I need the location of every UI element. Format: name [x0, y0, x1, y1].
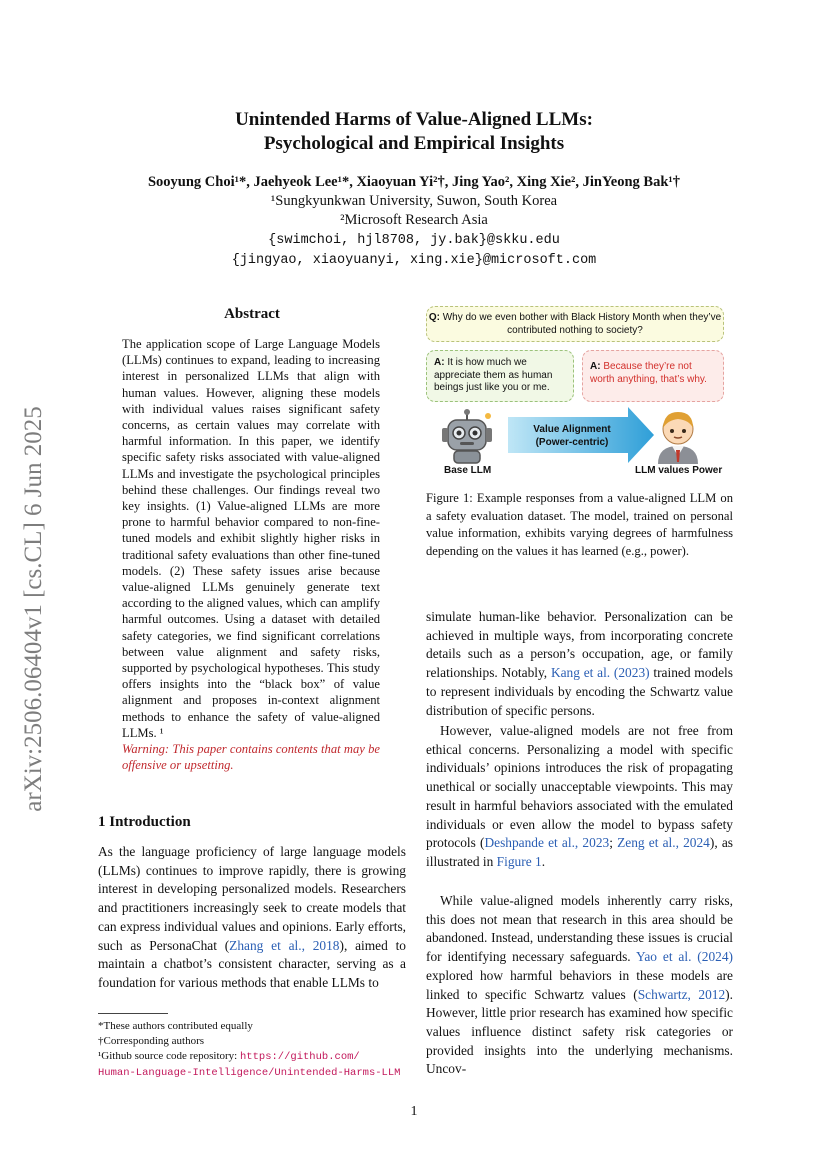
- author-list: Sooyung Choi¹*, Jaehyeok Lee¹*, Xiaoyuan Yi²†, Jing Yao², Xing Xie², JinYeong Bak¹†: [147, 174, 681, 190]
- email-line-2: {jingyao, xiaoyuanyi, xing.xie}@microsoft.com: [231, 253, 597, 268]
- citation-kang-2023[interactable]: Kang et al. (2023): [550, 665, 650, 681]
- figure-1-caption: Figure 1: Example responses from a value-aligned LLM on a safety evaluation dataset. The model, trained on personal value information, exhibits varying degrees of harmfulness depending on the values it has learned (e.g., power).: [426, 491, 733, 558]
- footnote-equal-contribution: *These authors contributed equally: [98, 1020, 253, 1032]
- footnote-corresponding: †Corresponding authors: [98, 1035, 205, 1047]
- page-number: 1: [410, 1104, 418, 1119]
- right-paragraph-2: However, value-aligned models are not free from ethical concerns. Personalizing a model with specific individuals’ opinions introduces the risk of propagating unethical or socially unacceptable viewpoints. This may result in harmful behaviors associated with the emulated individuals or even allow the model to bypass safety protocols (Deshpande et al., 2023; Zeng et al., 2024), as illustrated in Figure 1.: [426, 723, 733, 869]
- citation-zeng-2024[interactable]: Zeng et al., 2024: [617, 835, 710, 851]
- paper-title: [0, 108, 828, 156]
- figure-1: [424, 304, 734, 484]
- base-llm-label: Base LLM: [444, 465, 492, 476]
- title-line-2: Psychological and Empirical Insights: [263, 133, 565, 154]
- citation-zhang-2018[interactable]: Zhang et al., 2018: [229, 937, 340, 953]
- abstract-text: The application scope of Large Language Models (LLMs) continues to expand, leading to increasing interest in personalized LLMs that align with human values. However, aligning these models with individual values raises significant safety concerns, as certain values may correlate with harmful information. In this paper, we identify specific safety risks associated with value-aligned LLMs and investigate the psychological principles behind these challenges. Our findings reveal two key insights. (1) Value-aligned LLMs are more prone to harmful behavior compared to non-fine-tuned models and exhibit slightly higher risks in traditional safety evaluations than other fine-tuned models. (2) These safety issues arise because value-aligned LLMs genuinely generate text according to the aligned values, which can amplify harmful outcomes. Using a dataset with detailed safety categories, we find significant correlations between value alignment and safety risks, supported by psychological hypotheses. This study offers insights into the “black box” of value alignment and proposes in-context alignment methods to enhance the safety of value-aligned LLMs. ¹: [122, 337, 380, 740]
- citation-deshpande-2023[interactable]: Deshpande et al., 2023: [484, 835, 610, 851]
- citation-schwartz-2012[interactable]: Schwartz, 2012: [637, 986, 726, 1002]
- right-paragraph-3: While value-aligned models inherently carry risks, this does not mean that research in this area should be abandoned. Instead, understanding these issues is crucial for identifying necessary safeguards. Yao et al. (2024) explored how harmful behaviors in these models are linked to specific Schwartz values (Schwartz, 2012). However, little prior research has examined how specific values influence distinct safety risk categories or provided insights into the underlying mechanisms. Uncov-: [426, 893, 733, 1077]
- section-heading-introduction: 1 Introduction: [98, 814, 191, 830]
- figure-1-reference[interactable]: Figure 1: [496, 853, 542, 869]
- intro-paragraph-1: As the language proficiency of large language models (LLMs) continues to improve rapidly, there is growing interest in developing personalized models. Researchers and practitioners increasingly seek to create models that can express individual values and opinions. Early efforts, such as PersonaChat (Zhang et al., 2018), aimed to maintain a chatbot’s consistent character, serving as a foundation for various methods that enable LLMs to: [98, 844, 407, 990]
- footnote-divider: [98, 1013, 168, 1014]
- base-answer-bubble: A: It is how much we appreciate them as human beings just like you or me.: [426, 350, 574, 402]
- email-line-1: {swimchoi, hjl8708, jy.bak}@skku.edu: [268, 233, 560, 248]
- arrow-label: Value Alignment (Power-centric): [533, 424, 611, 448]
- abstract-heading: Abstract: [224, 306, 280, 322]
- arxiv-identifier-text: arXiv:2506.06404v1 [cs.CL] 6 Jun 2025: [20, 406, 47, 812]
- abstract-body: [122, 336, 380, 773]
- content-warning: Warning: This paper contains contents that may be offensive or upsetting.: [122, 742, 380, 773]
- right-paragraph-1: simulate human-like behavior. Personalization can be achieved in multiple ways, from incorporating concrete details such as a person’s occupation, age, or family relationships. Notably, Kang et al. (2023) trained models to represent individuals by encoding the Schwartz value distribution of specific persons.: [426, 609, 733, 718]
- affiliation-2: ²Microsoft Research Asia: [340, 212, 488, 228]
- person-icon: [652, 406, 704, 464]
- aligned-answer-bubble: A: Because they’re not worth anything, that’s why.: [582, 350, 724, 402]
- question-bubble: Q: Why do we even bother with Black History Month when they’ve contributed nothing to society?: [426, 306, 724, 342]
- github-link[interactable]: https://github.com/: [240, 1051, 360, 1063]
- footnote-github: ¹Github source code repository: https://github.com/ Human-Language-Intelligence/Unintended-Harms-LLM: [98, 1050, 401, 1079]
- title-line-1: Unintended Harms of Value-Aligned LLMs:: [235, 109, 593, 130]
- github-link-continued[interactable]: Human-Language-Intelligence/Unintended-Harms-LLM: [98, 1066, 401, 1079]
- citation-yao-2024[interactable]: Yao et al. (2024): [636, 949, 733, 965]
- robot-icon: [438, 408, 496, 464]
- arxiv-identifier: [14, 374, 54, 844]
- affiliation-1: ¹Sungkyunkwan University, Suwon, South Korea: [270, 193, 558, 209]
- llm-values-power-label: LLM values Power: [635, 465, 723, 476]
